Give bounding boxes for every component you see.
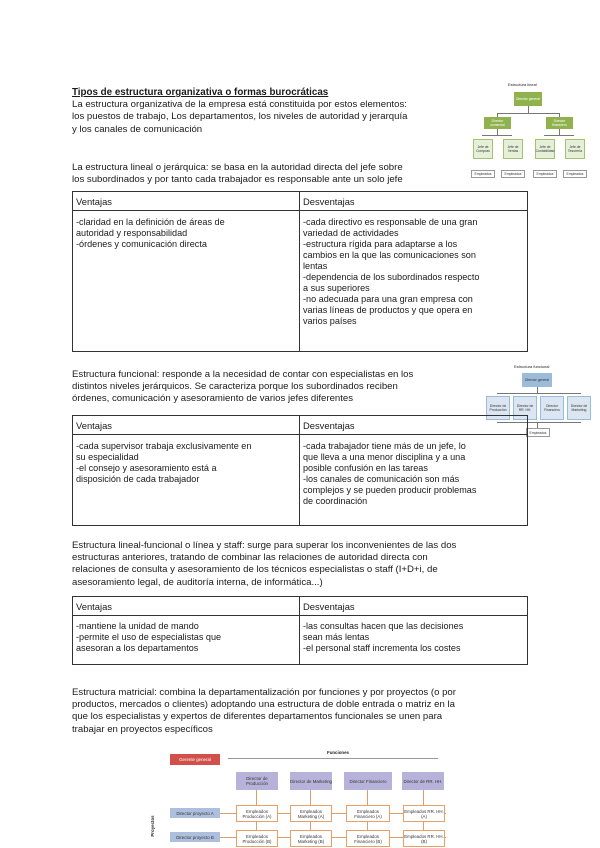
- funcional-table: [72, 415, 528, 526]
- lineal-line-1: La estructura lineal o jerárquica: se basa en la autoridad directa del jefe sobre: [72, 162, 403, 173]
- matricial-line-4: trabajar en proyectos específicos: [72, 723, 213, 735]
- staff-table: [72, 596, 528, 665]
- matricial-line-3: que los especialistas y expertos de diferentes departamentos funcionales se unen para: [72, 711, 443, 723]
- matricial-section: [72, 687, 542, 736]
- lineal-empleados-2: Empleados: [501, 170, 525, 178]
- table-header-desventajas: Desventajas: [300, 416, 528, 435]
- matrix-gerente-general: Gerente general: [170, 754, 220, 765]
- funciones-label: Funciones: [327, 749, 349, 755]
- intro-line-2: los puestos de trabajo, Los departamentos, los niveles de autoridad y jerarquía: [72, 111, 408, 123]
- funcional-desventajas-cell: -cada trabajador tiene más de un jefe, lo que lleva a una menor disciplina y a una posible confusión en las tareas -los canales de comunicación son más complejos y se pueden producir problemas de coordinación: [300, 435, 528, 526]
- lineal-jefe-contabilidad: Jefe de Contabilidad: [535, 139, 555, 159]
- staff-line-3: relaciones de consulta y asesoramiento de los técnicos especialistas o staff (I+D+i, de: [72, 564, 438, 576]
- lineal-jefe-ventas: Jefe de Ventas: [503, 139, 523, 159]
- lineal-org-chart: [470, 82, 588, 192]
- funcional-director-marketing: Director de Marketing: [567, 396, 591, 420]
- table-header-desventajas: Desventajas: [300, 597, 528, 616]
- lineal-jefe-compras: Jefe de Compras: [473, 139, 493, 159]
- funcional-director-financiero: Director Financiero: [540, 396, 564, 420]
- funcional-chart-title: Estructura funcional: [514, 364, 550, 369]
- matrix-cell-a-produccion: Empleados Producción (A): [236, 805, 278, 822]
- lineal-line-2: los subordinados y por tanto cada trabajador es responsable ante un solo jefe: [72, 174, 403, 186]
- funcional-director-produccion: Director de Producción: [486, 396, 510, 420]
- lineal-director-general: Director general: [514, 92, 542, 106]
- matrix-director-marketing: Director de Marketing: [290, 772, 332, 790]
- staff-line-4: asesoramiento legal, de auditoría interna, de informática...): [72, 576, 323, 588]
- matrix-cell-a-financiero: Empleados Financiero (A): [346, 805, 390, 822]
- matrix-director-proyecto-b: Director proyecto B: [170, 832, 220, 842]
- funcional-line-3: órdenes, comunicación y asesoramiento de varios jefes diferentes: [72, 393, 354, 405]
- matrix-cell-b-marketing: Empleados Marketing (B): [290, 830, 332, 847]
- proyectos-label: Proyectos: [149, 815, 155, 837]
- table-header-ventajas: Ventajas: [73, 597, 300, 616]
- matrix-director-rrhh: Director de RR. HH.: [402, 772, 444, 790]
- funcional-director-rrhh: Director de RR. HH.: [513, 396, 537, 420]
- matrix-director-financiero: Director Financiero: [344, 772, 392, 790]
- intro-line-3: y los canales de comunicación: [72, 123, 203, 135]
- funcional-empleados: Empleados: [526, 428, 550, 437]
- lineal-table: [72, 191, 528, 352]
- table-header-ventajas: Ventajas: [73, 416, 300, 435]
- lineal-empleados-4: Empleados: [563, 170, 587, 178]
- lineal-chart-title: Estructura lineal: [508, 82, 537, 87]
- matrix-director-proyecto-a: Director proyecto A: [170, 808, 220, 818]
- matrix-cell-a-rrhh: Empleados RR. HH. (A): [403, 805, 445, 822]
- funcional-line-1: Estructura funcional: responde a la necesidad de contar con especialistas en los: [72, 369, 414, 380]
- lineal-desventajas-cell: -cada directivo es responsable de una gran variedad de actividades -estructura rígida para adaptarse a los cambios en la que las comunicaciones son lentas -dependencia de los subordinados respecto a sus superiores -no adecuada para una gran empresa con varias líneas de productos y que opera en varios países: [300, 211, 528, 352]
- section-title: Tipos de estructura organizativa o formas burocráticas: [72, 87, 329, 98]
- funcional-ventajas-cell: -cada supervisor trabaja exclusivamente en su especialidad -el consejo y asesoramiento está a disposición de cada trabajador: [73, 435, 300, 526]
- lineal-section: [72, 162, 472, 186]
- table-header-desventajas: Desventajas: [300, 192, 528, 211]
- lineal-jefe-tesoreria: Jefe de Tesorería: [565, 139, 585, 159]
- matrix-org-chart: [148, 748, 448, 848]
- matricial-line-1: Estructura matricial: combina la departamentalización por funciones y por proyectos (o por: [72, 687, 456, 698]
- lineal-empleados-3: Empleados: [533, 170, 557, 178]
- matrix-cell-b-produccion: Empleados Producción (B): [236, 830, 278, 847]
- funcional-director-general: Director general: [522, 373, 552, 387]
- staff-desventajas-cell: -las consultas hacen que las decisiones sean más lentas -el personal staff incrementa los costes: [300, 616, 528, 665]
- lineal-ventajas-cell: -claridad en la definición de áreas de autoridad y responsabilidad -órdenes y comunicación directa: [73, 211, 300, 352]
- lineal-empleados-1: Empleados: [471, 170, 495, 178]
- funcional-line-2: distintos niveles jerárquicos. Se caracteriza porque los subordinados reciben: [72, 381, 398, 393]
- matrix-cell-b-financiero: Empleados Financiero (B): [346, 830, 390, 847]
- staff-line-2: estructuras anteriores, tratando de combinar las relaciones de autoridad directa con: [72, 552, 428, 564]
- matricial-line-2: productos, mercados o clientes) adoptando una estructura de doble entrada o matriz en la: [72, 699, 455, 711]
- table-header-ventajas: Ventajas: [73, 192, 300, 211]
- intro-line-1: La estructura organizativa de la empresa está constituida por estos elementos:: [72, 99, 407, 111]
- funcional-section: [72, 369, 492, 406]
- staff-line-1: Estructura lineal-funcional o línea y staff: surge para superar los inconvenientes de las dos: [72, 540, 457, 551]
- matrix-cell-b-rrhh: Empleados RR. HH. (B): [403, 830, 445, 847]
- matrix-director-produccion: Director de Producción: [236, 772, 278, 790]
- lineal-director-comercial: Director comercial: [484, 117, 511, 129]
- staff-section: [72, 540, 542, 589]
- staff-ventajas-cell: -mantiene la unidad de mando -permite el uso de especialistas que asesoran a los departamentos: [73, 616, 300, 665]
- matrix-cell-a-marketing: Empleados Marketing (A): [290, 805, 332, 822]
- intro-section: [72, 87, 472, 136]
- lineal-director-financiero: Director financiero: [546, 117, 573, 129]
